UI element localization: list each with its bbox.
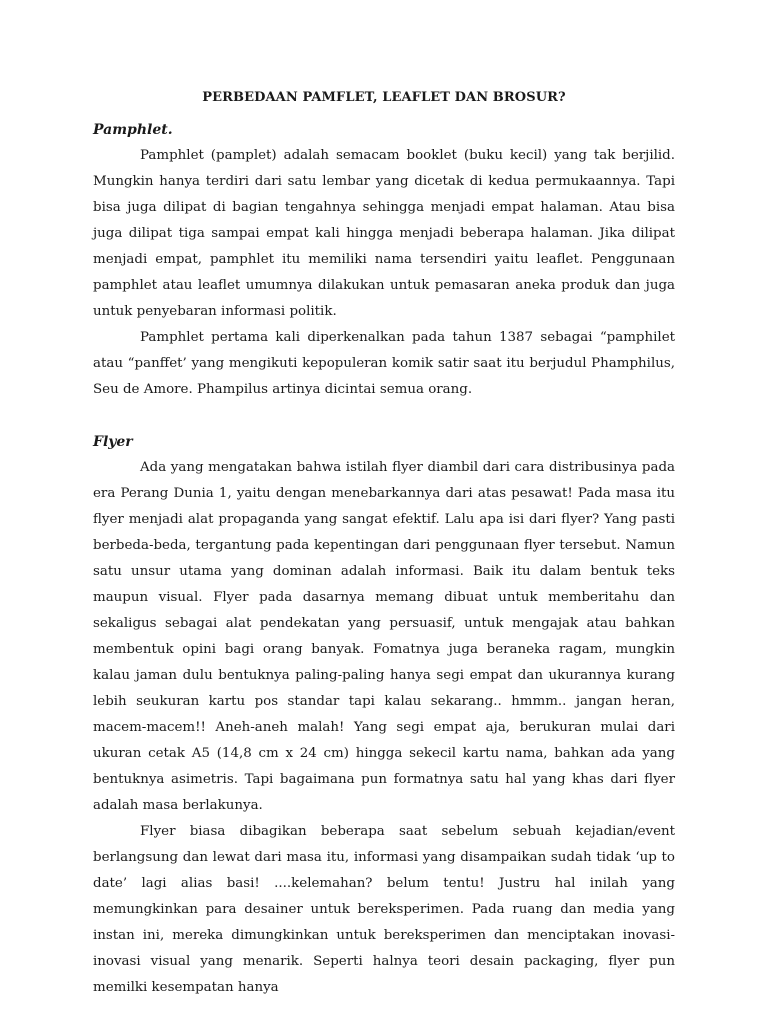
section-heading-pamphlet: Pamphlet. [93, 122, 173, 138]
section-flyer [93, 429, 675, 1001]
document-title: PERBEDAAN PAMFLET, LEAFLET DAN BROSUR? [202, 90, 566, 105]
paragraph: Pamphlet pertama kali diperkenalkan pada tahun 1387 sebagai “pamphilet atau “panffet’ yang mengikuti kepopuleran komik satir saat itu berjudul Phamphilus, Seu de Amore. Phampilus artinya dicintai semua orang. [93, 330, 675, 397]
section-spacer [93, 403, 675, 429]
section-pamphlet [93, 117, 675, 403]
section-heading-flyer: Flyer [93, 434, 133, 450]
paragraph: Flyer biasa dibagikan beberapa saat sebelum sebuah kejadian/event berlangsung dan lewat dari masa itu, informasi yang disampaikan sudah tidak ‘up to date’ lagi alias basi! ....kelemahan? belum tentu! Justru hal inilah yang memungkinkan para desainer untuk bereksperimen. Pada ruang dan media yang instan ini, mereka dimungkinkan untuk bereksperimen dan menciptakan inovasi-inovasi visual yang menarik. Seperti halnya teori desain packaging, flyer pun memilki kesempatan hanya [93, 824, 675, 995]
paragraph: Ada yang mengatakan bahwa istilah flyer diambil dari cara distribusinya pada era Perang Dunia 1, yaitu dengan menebarkannya dari atas pesawat! Pada masa itu flyer menjadi alat propaganda yang sangat efektif. Lalu apa isi dari flyer? Yang pasti berbeda-beda, tergantung pada kepentingan dari penggunaan flyer tersebut. Namun satu unsur utama yang dominan adalah informasi. Baik itu dalam bentuk teks maupun visual. Flyer pada dasarnya memang dibuat untuk memberitahu dan sekaligus sebagai alat pendekatan yang persuasif, untuk mengajak atau bahkan membentuk opini bagi orang banyak. Fomatnya juga beraneka ragam, mungkin kalau jaman dulu bentuknya paling-paling hanya segi empat dan ukurannya kurang lebih seukuran kartu pos standar tapi kalau sekarang.. hmmm.. jangan heran, macem-macem!! Aneh-aneh malah! Yang segi empat aja, berukuran mulai dari ukuran cetak A5 (14,8 cm x 24 cm) hingga sekecil kartu nama, bahkan ada yang bentuknya asimetris. Tapi bagaimana pun formatnya satu hal yang khas dari flyer adalah masa berlakunya. [93, 460, 675, 813]
paragraph: Pamphlet (pamplet) adalah semacam booklet (buku kecil) yang tak berjilid. Mungkin hanya terdiri dari satu lembar yang dicetak di kedua permukaannya. Tapi bisa juga dilipat di bagian tengahnya sehingga menjadi empat halaman. Atau bisa juga dilipat tiga sampai empat kali hingga menjadi beberapa halaman. Jika dilipat menjadi empat, pamphlet itu memiliki nama tersendiri yaitu leaflet. Penggunaan pamphlet atau leaflet umumnya dilakukan untuk pemasaran aneka produk dan juga untuk penyebaran informasi politik. [93, 148, 675, 319]
